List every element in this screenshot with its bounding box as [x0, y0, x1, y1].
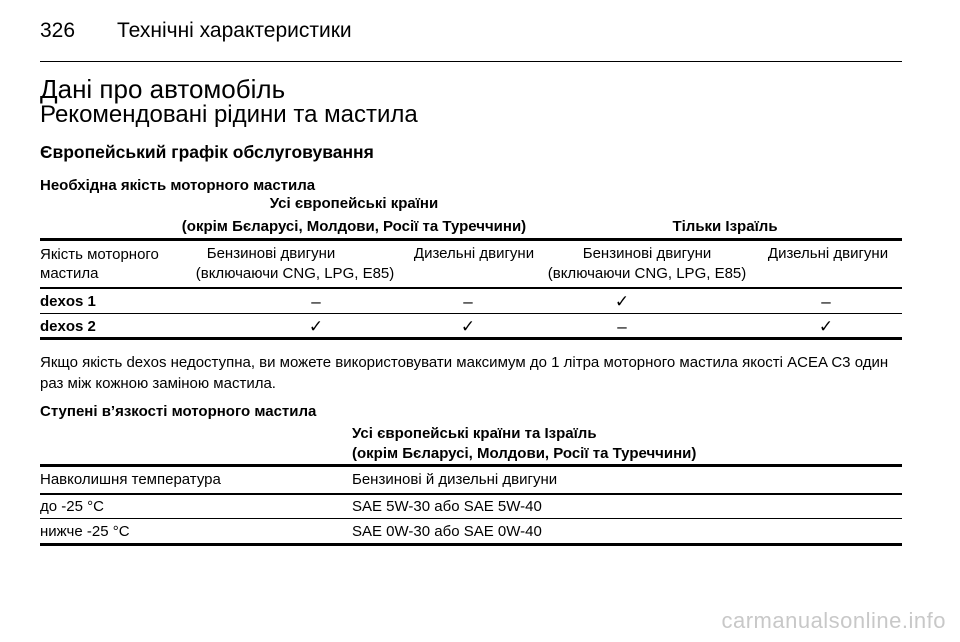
- row-label-dexos1: dexos 1: [40, 293, 96, 310]
- table-rule-row1: [40, 313, 902, 314]
- section-title: Технічні характеристики: [117, 19, 352, 42]
- viscosity-rule-top: [40, 464, 902, 467]
- col-petrol-israel: Бензинові двигуни: [582, 245, 712, 262]
- group-israel-only: Тільки Ізраїль: [672, 218, 778, 235]
- group-all-europe-line2: (окрім Бєларусі, Молдови, Росії та Туреччини): [181, 218, 527, 235]
- viscosity-title: Ступені в’язкості моторного мастила: [40, 403, 317, 420]
- cell-dexos1-petrol-israel: ✓: [614, 292, 630, 311]
- viscosity-row2-grade: SAE 0W-30 або SAE 0W-40: [352, 523, 542, 540]
- group-all-europe-line1: Усі європейські країни: [269, 195, 439, 212]
- col-diesel-europe: Дизельні двигуни: [413, 245, 535, 262]
- row-header-oil-quality: Якість моторного мастила: [40, 246, 159, 282]
- viscosity-row1-grade: SAE 5W-30 або SAE 5W-40: [352, 498, 542, 515]
- col-note-europe: (включаючи CNG, LPG, E85): [195, 265, 395, 282]
- viscosity-rule-bottom: [40, 543, 902, 546]
- cell-dexos2-diesel-europe: ✓: [460, 317, 476, 336]
- row-label-dexos2: dexos 2: [40, 318, 96, 335]
- viscosity-rule-head: [40, 493, 902, 495]
- heading-service-schedule: Європейський графік обслуговування: [40, 142, 374, 162]
- cell-dexos1-petrol-europe: –: [311, 292, 321, 311]
- watermark: carmanualsonline.info: [721, 608, 946, 633]
- viscosity-row2-temp: нижче -25 °C: [40, 523, 130, 540]
- viscosity-rule-row1: [40, 518, 902, 519]
- table-rule-head: [40, 287, 902, 289]
- header-rule: [40, 61, 902, 62]
- viscosity-row1-temp: до -25 °C: [40, 498, 104, 515]
- heading-fluids: Рекомендовані рідини та мастила: [40, 101, 418, 128]
- viscosity-group-line1: Усі європейські країни та Ізраїль: [352, 425, 597, 442]
- col-diesel-israel: Дизельні двигуни: [767, 245, 889, 262]
- table-rule-bottom: [40, 337, 902, 340]
- cell-dexos2-petrol-israel: –: [617, 317, 627, 336]
- cell-dexos1-diesel-europe: –: [463, 292, 473, 311]
- viscosity-group-line2: (окрім Бєларусі, Молдови, Росії та Туреччини): [352, 445, 697, 462]
- col-petrol-europe: Бензинові двигуни: [206, 245, 336, 262]
- cell-dexos2-petrol-europe: ✓: [308, 317, 324, 336]
- page-number: 326: [40, 19, 76, 42]
- table-rule-top: [40, 238, 902, 241]
- cell-dexos2-diesel-israel: ✓: [818, 317, 834, 336]
- col-note-israel: (включаючи CNG, LPG, E85): [547, 265, 747, 282]
- viscosity-col-engines: Бензинові й дизельні двигуни: [352, 471, 558, 488]
- heading-vehicle-data: Дані про автомобіль: [40, 74, 286, 104]
- oil-quality-title: Необхідна якість моторного мастила: [40, 177, 316, 194]
- cell-dexos1-diesel-israel: –: [821, 292, 831, 311]
- dexos-note-paragraph: Якщо якість dexos недоступна, ви можете використовувати максимум до 1 літра моторного мастила якості ACEA C3 один раз між кожною заміною мастила.: [40, 354, 889, 392]
- viscosity-col-temperature: Навколишня температура: [40, 471, 221, 488]
